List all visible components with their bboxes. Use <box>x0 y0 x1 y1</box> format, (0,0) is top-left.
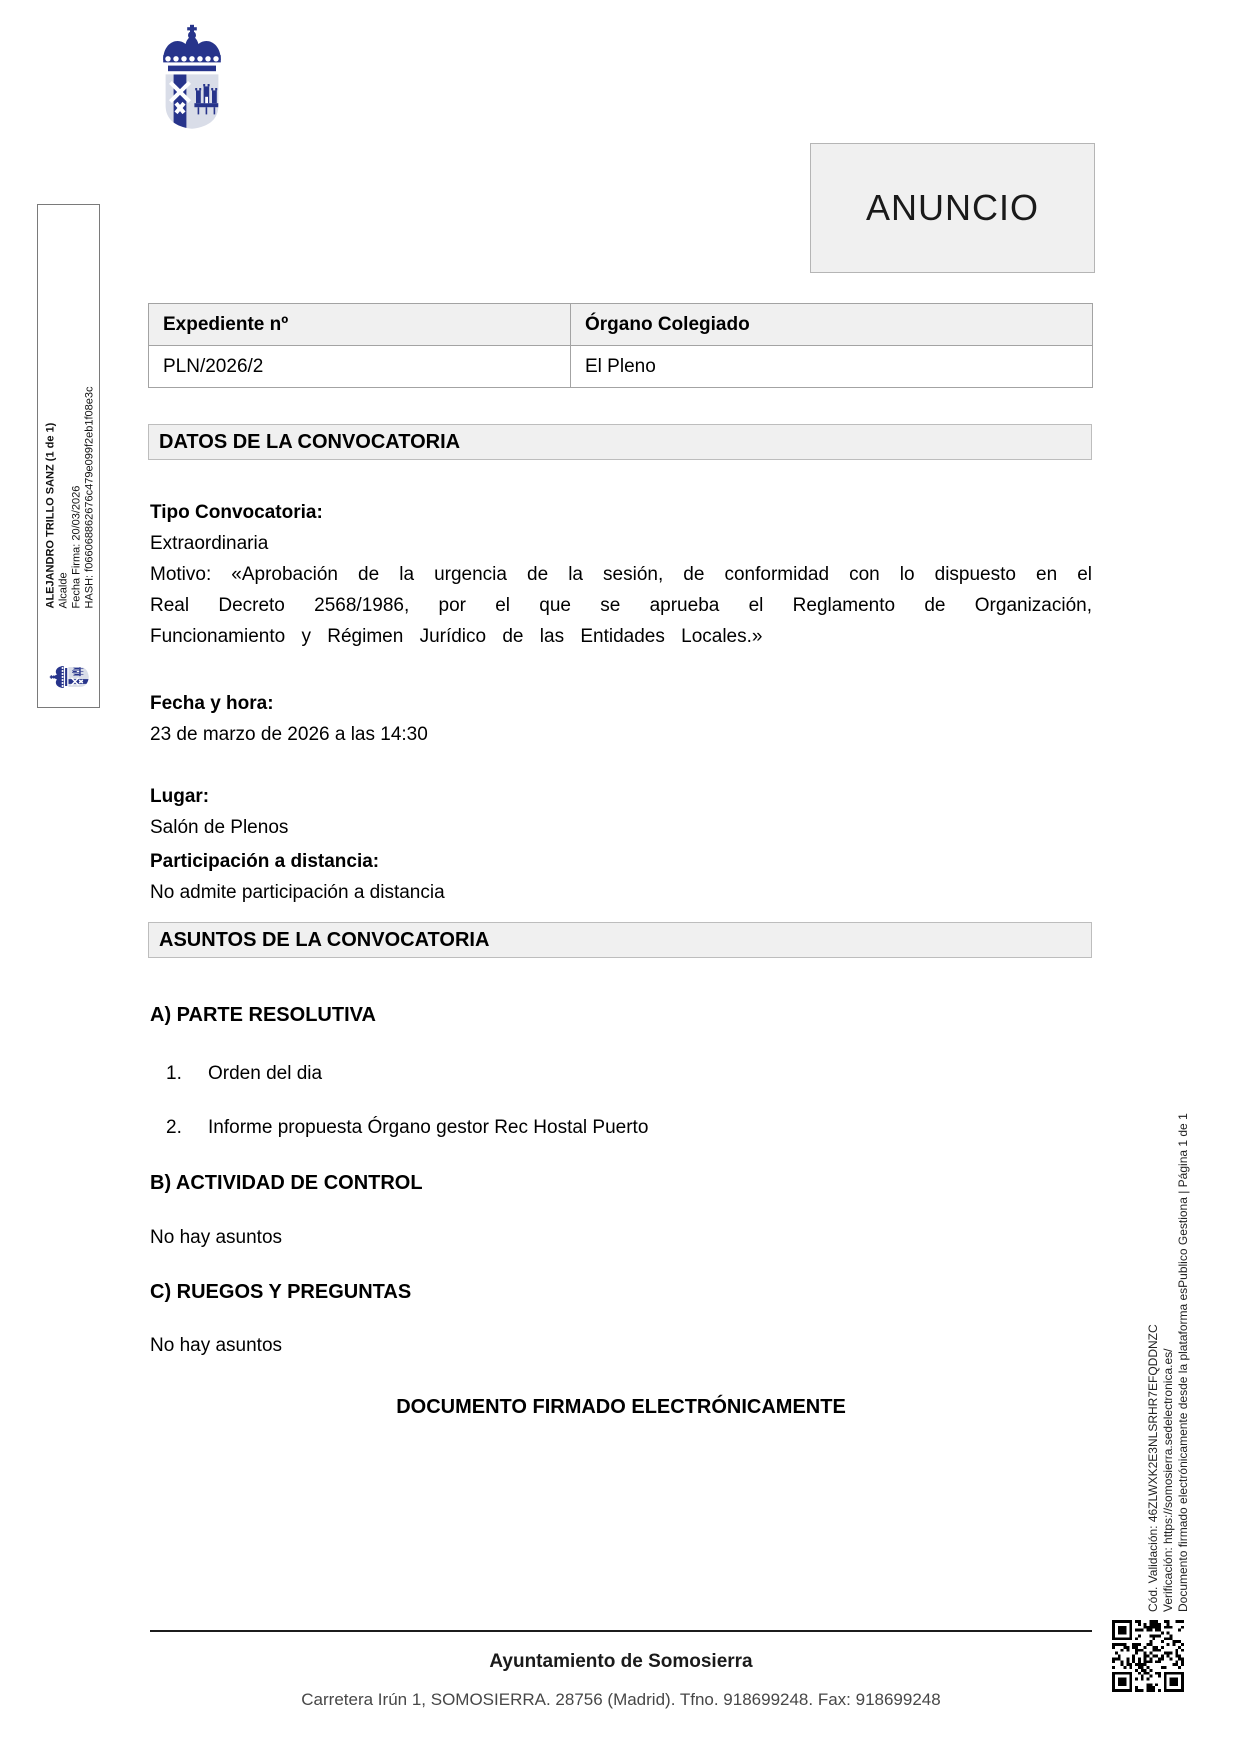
footer-municipality-name: Ayuntamiento de Somosierra <box>489 1651 753 1672</box>
list-item-text: Informe propuesta Órgano gestor Rec Hostal Puerto <box>208 1117 649 1138</box>
expediente-table <box>148 303 1093 388</box>
table-row <box>149 346 1093 388</box>
lugar-value: Salón de Plenos <box>150 817 289 838</box>
verification-url: Verificación: https://somosierra.sedelectronica.es/ <box>1161 1348 1175 1612</box>
list-item-text: Orden del dia <box>208 1063 323 1084</box>
signature-date: Fecha Firma: 20/03/2026 <box>70 485 83 609</box>
motivo-paragraph: Motivo: «Aprobación de la urgencia de la sesión, de conformidad con lo dispuesto en el Real Decreto 2568/1986, por el que se aprueba el Reglamento de Organización, Funcionamiento y Régimen Jurídico de las Entidades Locales.» <box>150 564 1092 647</box>
coat-of-arms-mini-icon <box>49 662 89 692</box>
cell-expediente: PLN/2026/2 <box>149 346 571 388</box>
footer-divider <box>150 1630 1092 1632</box>
list-item-number: 2. <box>166 1117 182 1138</box>
list-item <box>150 1058 1108 1089</box>
signed-electronically-note: DOCUMENTO FIRMADO ELECTRÓNICAMENTE <box>396 1396 846 1418</box>
cell-organo: El Pleno <box>571 346 1093 388</box>
signature-stamp-text <box>39 205 102 709</box>
signer-name: ALEJANDRO TRILLO SANZ (1 de 1) <box>44 422 57 609</box>
lugar-label: Lugar: <box>150 786 210 807</box>
list-item-number: 1. <box>166 1063 182 1084</box>
section-header-datos: DATOS DE LA CONVOCATORIA <box>148 424 1092 460</box>
fecha-hora-label: Fecha y hora: <box>150 693 274 714</box>
ruegos-preguntas-value: No hay asuntos <box>150 1335 283 1356</box>
ruegos-preguntas-title: C) RUEGOS Y PREGUNTAS <box>150 1281 412 1303</box>
list-item <box>150 1112 1108 1143</box>
tipo-convocatoria-value: Extraordinaria <box>150 533 269 554</box>
parte-resolutiva-title: A) PARTE RESOLUTIVA <box>150 1004 376 1026</box>
participacion-label: Participación a distancia: <box>150 851 380 872</box>
signature-hash: HASH: f066068862676c479e099f2eb1f08e3c <box>83 386 96 609</box>
tipo-convocatoria-label: Tipo Convocatoria: <box>150 502 323 523</box>
fecha-hora-value: 23 de marzo de 2026 a las 14:30 <box>150 724 428 745</box>
signer-role: Alcalde <box>57 572 70 609</box>
section-header-asuntos: ASUNTOS DE LA CONVOCATORIA <box>148 922 1092 958</box>
coat-of-arms-logo <box>152 22 232 130</box>
anuncio-title: ANUNCIO <box>865 187 1039 228</box>
actividad-control-value: No hay asuntos <box>150 1227 283 1248</box>
verification-sidebar <box>1146 960 1198 1612</box>
coat-of-arms-icon <box>152 22 232 130</box>
verification-sidebar-text <box>1146 960 1198 1612</box>
header-expediente: Expediente nº <box>149 304 571 346</box>
table-header-row <box>149 304 1093 346</box>
anuncio-box <box>810 143 1095 273</box>
platform-note: Documento firmado electrónicamente desde la plataforma esPublico Gestiona | Página 1 de 1 <box>1176 1113 1190 1612</box>
qr-code <box>1112 1620 1184 1692</box>
participacion-value: No admite participación a distancia <box>150 882 445 903</box>
footer-address: Carretera Irún 1, SOMOSIERRA. 28756 (Madrid). Tfno. 918699248. Fax: 918699248 <box>301 1690 941 1709</box>
header-organo: Órgano Colegiado <box>571 304 1093 346</box>
actividad-control-title: B) ACTIVIDAD DE CONTROL <box>150 1172 423 1194</box>
signature-stamp-box <box>37 204 100 708</box>
validation-code: Cód. Validación: 46ZLWXK2E3NLSRHR7EFQDDNZC <box>1146 1324 1160 1612</box>
